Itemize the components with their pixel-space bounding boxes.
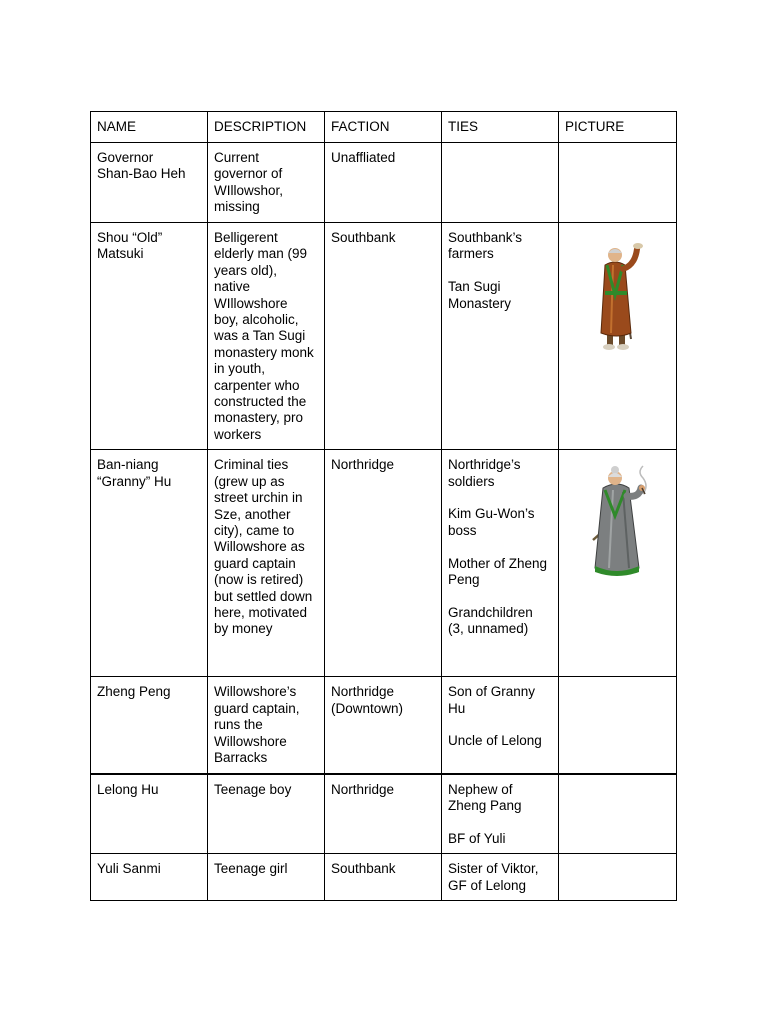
description-line: WIllowshore — [214, 295, 288, 311]
name-line: Yuli Sanmi — [97, 861, 161, 877]
cell-name — [91, 143, 208, 223]
description-line: Teenage girl — [214, 861, 288, 877]
ties-line: Southbank’s — [448, 230, 523, 245]
cell-faction — [325, 223, 442, 450]
faction-line: Southbank — [331, 861, 396, 877]
description-line: but settled down — [214, 588, 313, 604]
description-line: city), came to — [214, 522, 295, 538]
cell-name — [91, 774, 208, 854]
cell-ties — [442, 143, 559, 223]
table-row — [91, 774, 677, 854]
cell-name — [91, 450, 208, 677]
ties-line: BF of Yuli — [448, 830, 506, 846]
description-line: guard captain — [214, 555, 296, 571]
header-name: NAME — [91, 112, 208, 143]
ties-line: Monastery — [448, 295, 512, 311]
cell-faction — [325, 774, 442, 854]
ties-line: Uncle of Lelong — [448, 733, 542, 749]
description-line: runs the — [214, 717, 263, 733]
header-ties: TIES — [442, 112, 559, 143]
description-line: Willowshore — [214, 733, 287, 749]
cell-description — [208, 854, 325, 901]
cell-description — [208, 143, 325, 223]
name-line: Matsuki — [97, 246, 144, 262]
table-row — [91, 854, 677, 901]
description-line: Criminal ties — [214, 457, 289, 473]
table-row — [91, 223, 677, 450]
cell-ties — [442, 677, 559, 774]
cell-ties — [442, 854, 559, 901]
description-line: was a Tan Sugi — [214, 328, 306, 344]
faction-line: Southbank — [331, 230, 396, 245]
spacer — [448, 717, 552, 733]
ties-line: GF of Lelong — [448, 877, 527, 893]
name-line: Shou “Old” — [97, 230, 163, 245]
faction-line: (Downtown) — [331, 700, 404, 716]
description-line: in youth, — [214, 361, 266, 377]
cell-name — [91, 677, 208, 774]
table-row — [91, 450, 677, 677]
name-line: Zheng Peng — [97, 684, 171, 700]
name-line: Governor — [97, 150, 154, 165]
description-line: guard captain, — [214, 700, 300, 716]
spacer — [448, 490, 552, 506]
description-line: Teenage boy — [214, 781, 292, 797]
name-line: Shan-Bao Heh — [97, 166, 186, 182]
cell-description — [208, 774, 325, 854]
spacer — [448, 815, 552, 831]
cell-ties — [442, 774, 559, 854]
header-picture: PICTURE — [559, 112, 677, 143]
cell-ties — [442, 223, 559, 450]
cell-faction — [325, 677, 442, 774]
description-line: Belligerent — [214, 230, 278, 245]
description-line: monastery, pro — [214, 410, 304, 426]
ties-line: Sister of Viktor, — [448, 861, 539, 877]
spacer — [448, 539, 552, 555]
header-faction: FACTION — [325, 112, 442, 143]
description-line: native — [214, 279, 251, 295]
description-line: (now is retired) — [214, 572, 304, 588]
ties-line: farmers — [448, 246, 494, 262]
faction-line: Northridge — [331, 781, 395, 797]
cell-picture — [559, 143, 677, 223]
ties-line: Kim Gu-Won’s — [448, 506, 535, 522]
description-line: street urchin in — [214, 490, 303, 506]
ties-line: Grandchildren — [448, 604, 533, 620]
header-description: DESCRIPTION — [208, 112, 325, 143]
ties-line: Peng — [448, 572, 480, 588]
ties-line: Son of Granny — [448, 684, 536, 700]
cell-faction — [325, 854, 442, 901]
description-line: Current — [214, 150, 260, 165]
faction-line: Unaffliated — [331, 150, 396, 165]
description-line: Willowshore’s — [214, 684, 297, 700]
description-line: Sze, another — [214, 506, 291, 522]
ties-line: Nephew of — [448, 781, 513, 797]
ties-line: (3, unnamed) — [448, 621, 529, 637]
description-line: carpenter who — [214, 377, 300, 393]
cell-picture — [559, 450, 677, 677]
faction-line: Northridge — [331, 684, 395, 700]
cell-picture — [559, 223, 677, 450]
ties-line: Northridge’s — [448, 457, 521, 473]
description-line: Willowshore as — [214, 539, 305, 555]
ties-line: Hu — [448, 700, 466, 716]
ties-line: boss — [448, 522, 477, 538]
cell-picture — [559, 677, 677, 774]
description-line: monastery monk — [214, 344, 314, 360]
cell-description — [208, 223, 325, 450]
cell-name — [91, 223, 208, 450]
ties-line: Mother of Zheng — [448, 555, 548, 571]
cell-picture — [559, 774, 677, 854]
table-row — [91, 677, 677, 774]
description-line: elderly man (99 — [214, 246, 308, 262]
description-line: governor of — [214, 166, 283, 182]
description-line: Barracks — [214, 749, 268, 765]
cell-faction — [325, 450, 442, 677]
header-row — [91, 112, 677, 143]
description-line: workers — [214, 426, 262, 442]
description-line: constructed the — [214, 394, 307, 410]
ties-line: Tan Sugi — [448, 279, 501, 295]
description-line: missing — [214, 199, 260, 215]
description-line: by money — [214, 621, 273, 637]
description-line: boy, alcoholic, — [214, 312, 299, 328]
description-line: (grew up as — [214, 473, 285, 489]
cell-description — [208, 450, 325, 677]
spacer — [448, 589, 552, 605]
description-line: WIllowshor, — [214, 182, 284, 198]
faction-line: Northridge — [331, 457, 395, 473]
cell-faction — [325, 143, 442, 223]
cell-name — [91, 854, 208, 901]
name-line: “Granny” Hu — [97, 473, 172, 489]
cell-picture — [559, 854, 677, 901]
npc-table — [90, 111, 677, 901]
spacer — [448, 263, 552, 279]
cell-ties — [442, 450, 559, 677]
description-line: here, motivated — [214, 604, 308, 620]
description-line: years old), — [214, 262, 278, 278]
monk-portrait — [591, 235, 647, 355]
granny-portrait — [585, 464, 655, 579]
table-row — [91, 143, 677, 223]
name-line: Ban-niang — [97, 457, 159, 473]
ties-line: soldiers — [448, 473, 495, 489]
name-line: Lelong Hu — [97, 781, 159, 797]
ties-line: Zheng Pang — [448, 798, 522, 814]
cell-description — [208, 677, 325, 774]
